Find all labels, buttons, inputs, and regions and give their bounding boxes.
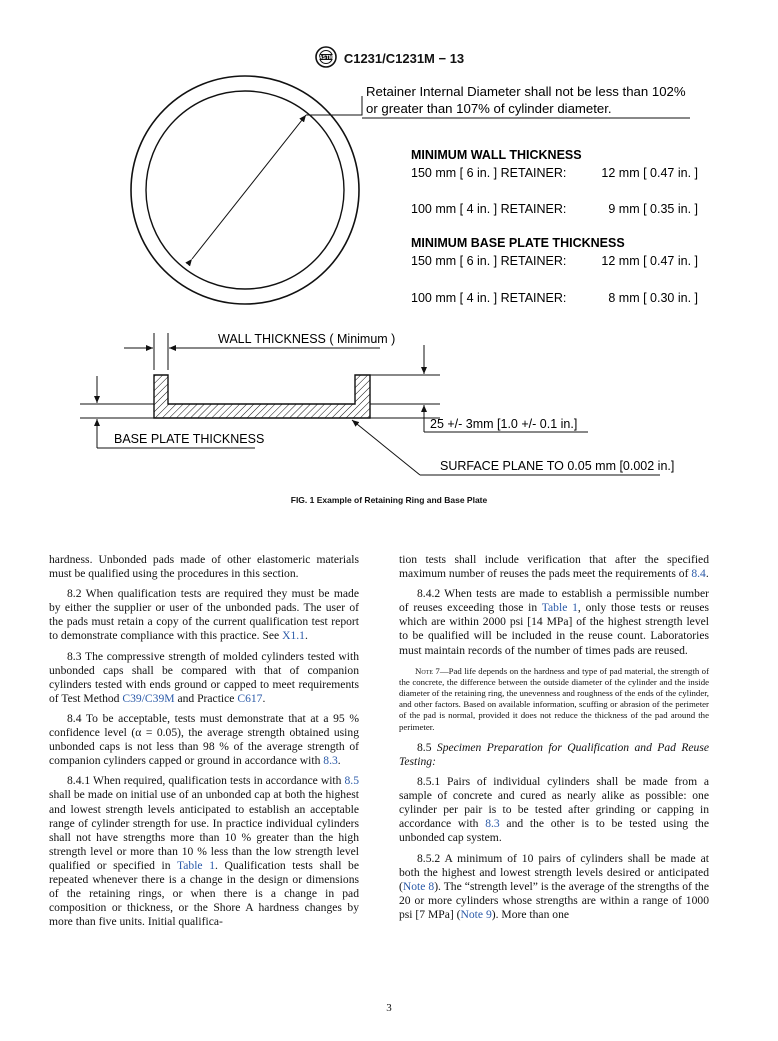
link-table-1[interactable]: Table 1 [177,858,215,872]
document-designation: C1231/C1231M − 13 [343,51,465,66]
base-row-2-label: 100 mm [ 4 in. ] RETAINER: [411,291,567,305]
base-row-2-value: 8 mm [ 0.30 in. ] [608,291,698,305]
retainer-ring-outer [131,76,359,304]
wall-row-2-value: 9 mm [ 0.35 in. ] [608,202,698,216]
note-7: Note 7—Pad life depends on the hardness and type of pad material, the strength of the concrete, the difference between the outside diameter of the cylinder and the inside diameter of the retaining ring, the unevenness and roughness of the ends of the cylinder, and other factors. Based on available information, scuffing or abrasion of the perimeter of the pad is normal, provided it does not reduce the thickness of the pad around the perimeter. [399,665,709,732]
paragraph-8-3: 8.3 The compressive strength of molded cylinders tested with unbonded caps shall be compared with that of companion cylinders tested with ends ground or capped to meet requirements of Test Method C39/C39M and Practice C617. [49,649,359,705]
wall-heading: MINIMUM WALL THICKNESS [411,148,582,162]
retainer-ring-inner [146,91,344,289]
right-column [399,553,709,928]
base-row-1-value: 12 mm [ 0.47 in. ] [601,254,698,268]
paragraph: tion tests shall include verification that after the specified maximum number of reuses the pads meet the requirements of 8.4. [399,553,709,581]
link-x1-1[interactable]: X1.1 [282,629,305,643]
wall-thickness-label: WALL THICKNESS ( Minimum ) [218,332,396,346]
link-note-9[interactable]: Note 9 [460,907,492,921]
paragraph-8-4-1: 8.4.1 When required, qualification tests in accordance with 8.5 shall be made on initial use of an unbonded cap at both the highest and lowest strength levels anticipated to establish an acceptable range of cylinder strength for use. In practice individual cylinders shall not have strengths more than 10 % greater than the high strength level or more than 10 % less than the low strength level qualified or specified in Table 1. Qualification tests shall be repeated whenever there is a change in the design or dimensions of the retaining rings, or when there is a change in pad composition or thickness, or the Shore A hardness changes by more than five units. Initial qualifica- [49,774,359,929]
base-plate-thickness-label: BASE PLATE THICKNESS [114,432,265,446]
astm-logo-icon [314,46,338,71]
page-header [0,46,778,71]
surface-plane-label: SURFACE PLANE TO 0.05 mm [0.002 in.] [440,459,675,473]
paragraph-8-4: 8.4 To be acceptable, tests must demonstrate that at a 95 % confidence level (α = 0.05), the average strength obtained using unbonded caps is not less than 98 % of the average strength of companion cylinders capped or ground in accordance with 8.3. [49,711,359,768]
link-8-3[interactable]: 8.3 [485,817,500,831]
diameter-callout-2: or greater than 107% of cylinder diameter. [366,101,612,116]
link-c617[interactable]: C617 [237,691,263,705]
wall-row-1-value: 12 mm [ 0.47 in. ] [601,166,698,180]
link-8-3[interactable]: 8.3 [323,754,338,768]
wall-row-2-label: 100 mm [ 4 in. ] RETAINER: [411,202,567,216]
base-row-1-label: 150 mm [ 6 in. ] RETAINER: [411,254,567,268]
paragraph-8-5-2: 8.5.2 A minimum of 10 pairs of cylinders shall be made at both the highest and lowest strength levels desired or anticipated (Note 8). The “strength level” is the average of the strengths of the 20 or more cylinders whose strengths are within a range of 1000 psi [7 MPa] (Note 9). More than one [399,851,710,921]
link-8-5[interactable]: 8.5 [344,774,359,788]
figure-caption: FIG. 1 Example of Retaining Ring and Base Plate [290,495,488,505]
link-table-1[interactable]: Table 1 [541,601,578,615]
link-note-8[interactable]: Note 8 [402,879,435,893]
depth-label: 25 +/- 3mm [1.0 +/- 0.1 in.] [430,417,578,431]
base-heading: MINIMUM BASE PLATE THICKNESS [411,236,625,250]
paragraph-8-4-2: 8.4.2 When tests are made to establish a permissible number of reuses exceeding those in Table 1, only those tests or reuses which are within 2000 psi [14 MPa] of the highest strength level to be qualified will be included in the reuse count. Laboratories must maintain records of the number of times pads are reused. [399,587,710,657]
wall-row-1-label: 150 mm [ 6 in. ] RETAINER: [411,166,567,180]
paragraph: hardness. Unbonded pads made of other elastomeric materials must be qualified using the procedures in this section. [49,553,359,581]
retainer-cross-section [154,375,370,418]
page-number: 3 [386,1002,392,1014]
figure-1-drawing [0,70,778,490]
link-8-4[interactable]: 8.4 [691,567,706,581]
paragraph-8-2: 8.2 When qualification tests are required they must be made by either the supplier or user of the unbonded pads. The user of the pads must retain a copy of the current qualification test report to demonstrate compliance with this practice. See X1.1. [49,587,359,643]
paragraph-8-5: 8.5 Specimen Preparation for Qualification and Pad Reuse Testing: [399,740,710,768]
diameter-callout-1: Retainer Internal Diameter shall not be less than 102% [366,84,686,99]
svg-text:ASTM: ASTM [318,55,333,62]
left-column [49,553,359,935]
link-c39[interactable]: C39/C39M [122,691,175,705]
paragraph-8-5-1: 8.5.1 Pairs of individual cylinders shall be made from a sample of concrete and cured as nearly alike as possible: one cylinder per pair is to be tested after grinding or capping in accordance with 8.3 and the other is to be tested using the unbonded cap system. [399,775,709,845]
